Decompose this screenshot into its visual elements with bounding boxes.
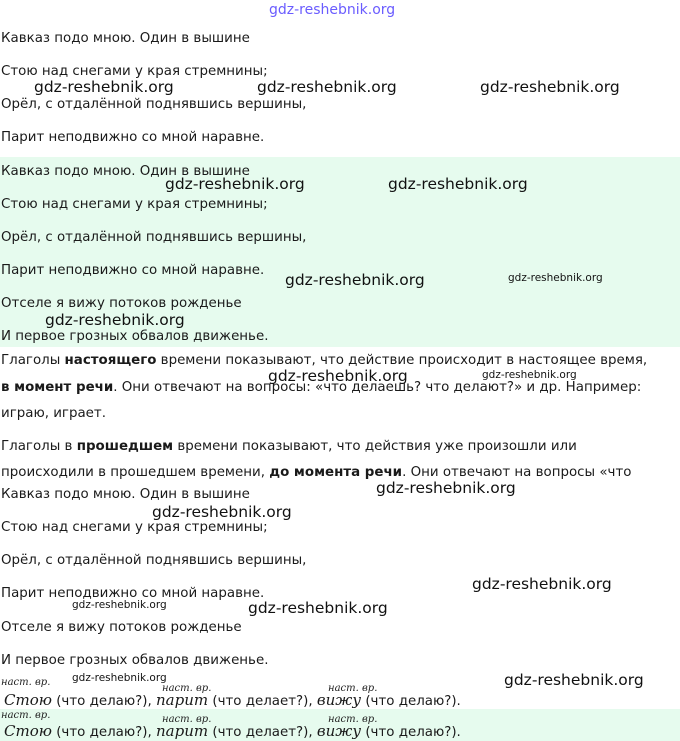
poem2-line: Парит неподвижно со мной наравне. — [1, 263, 265, 278]
watermark: gdz-reshebnik.org — [34, 78, 174, 96]
para2-line: Глаголы в прошедшем времени показывают, что действия уже произошли или — [1, 439, 577, 454]
verb-2: парит — [155, 722, 209, 740]
watermark: gdz-reshebnik.org — [45, 311, 185, 329]
watermark: gdz-reshebnik.org — [482, 369, 577, 381]
term-moment: в момент речи — [1, 380, 114, 395]
tense-note: наст. вр. — [328, 683, 378, 694]
watermark: gdz-reshebnik.org — [165, 175, 305, 193]
watermark: gdz-reshebnik.org — [480, 78, 620, 96]
watermark: gdz-reshebnik.org — [72, 599, 167, 611]
header-watermark: gdz-reshebnik.org — [269, 2, 396, 18]
poem3-line: Парит неподвижно со мной наравне. — [1, 586, 265, 601]
verb-2: парит — [155, 691, 209, 709]
tense-note: наст. вр. — [162, 714, 212, 725]
tense-note: наст. вр. — [1, 710, 51, 721]
watermark: gdz-reshebnik.org — [257, 78, 397, 96]
verb-1: Стою — [4, 722, 52, 740]
para1-line: Глаголы настоящего времени показывают, что действие происходит в настоящее время, — [1, 353, 648, 368]
watermark: gdz-reshebnik.org — [248, 599, 388, 617]
watermark: gdz-reshebnik.org — [268, 367, 408, 385]
watermark: gdz-reshebnik.org — [376, 479, 516, 497]
verb-1: Стою — [4, 691, 52, 709]
poem3-line: Отселе я вижу потоков рожденье — [1, 620, 242, 635]
poem1-line: Кавказ подо мною. Один в вышине — [1, 31, 250, 46]
watermark: gdz-reshebnik.org — [152, 503, 292, 521]
watermark: gdz-reshebnik.org — [472, 575, 612, 593]
poem2-line: Кавказ подо мною. Один в вышине — [1, 164, 250, 179]
verb-3: вижу — [316, 722, 362, 740]
analysis-row: Стою (что делаю?), парит (что делает?), вижу (что делаю?). — [4, 722, 461, 740]
watermark: gdz-reshebnik.org — [388, 175, 528, 193]
poem2-line: И первое грозных обвалов движенье. — [1, 329, 269, 344]
analysis-row: Стою (что делаю?), парит (что делает?), вижу (что делаю?). — [4, 691, 461, 709]
term-before-moment: до момента речи — [269, 465, 403, 480]
tense-note: наст. вр. — [1, 677, 51, 688]
tense-note: наст. вр. — [328, 714, 378, 725]
poem3-line: Кавказ подо мною. Один в вышине — [1, 487, 250, 502]
watermark: gdz-reshebnik.org — [504, 671, 644, 689]
tense-note: наст. вр. — [162, 683, 212, 694]
verb-3: вижу — [316, 691, 362, 709]
poem3-line: И первое грозных обвалов движенье. — [1, 653, 269, 668]
para1-line: играю, играет. — [1, 406, 106, 421]
watermark: gdz-reshebnik.org — [285, 271, 425, 289]
watermark: gdz-reshebnik.org — [72, 672, 167, 684]
poem2-line: Отселе я вижу потоков рожденье — [1, 296, 242, 311]
poem3-line: Стою над снегами у края стремнины; — [1, 520, 268, 535]
poem2-line: Стою над снегами у края стремнины; — [1, 197, 268, 212]
poem1-line: Парит неподвижно со мной наравне. — [1, 130, 265, 145]
para1-line: в момент речи. Они отвечают на вопросы: «что делаешь? что делают?» и др. Например: — [1, 380, 642, 395]
poem1-line: Стою над снегами у края стремнины; — [1, 64, 268, 79]
poem1-line: Орёл, с отдалённой поднявшись вершины, — [1, 97, 307, 112]
poem3-line: Орёл, с отдалённой поднявшись вершины, — [1, 553, 307, 568]
para2-line: происходили в прошедшем времени, до момента речи. Они отвечают на вопросы «что — [1, 465, 632, 480]
term-present: настоящего — [64, 353, 157, 368]
term-past: прошедшем — [76, 439, 174, 454]
poem2-line: Орёл, с отдалённой поднявшись вершины, — [1, 230, 307, 245]
watermark: gdz-reshebnik.org — [508, 272, 603, 284]
